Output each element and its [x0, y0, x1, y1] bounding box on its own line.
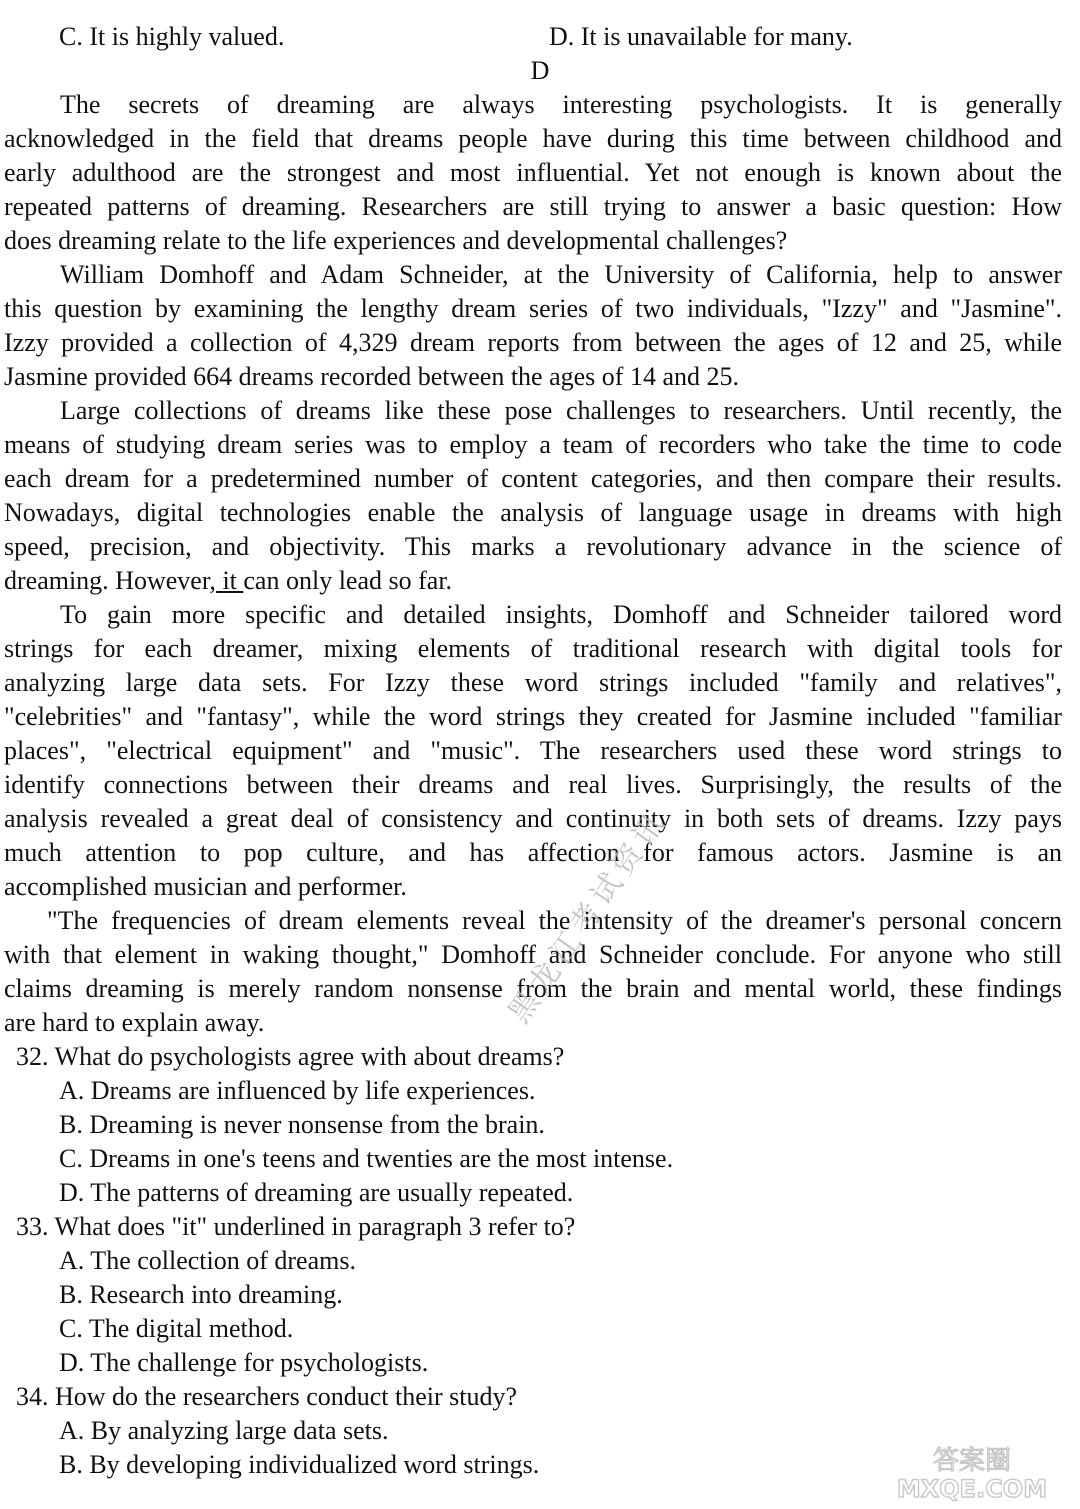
paragraph-line: "celebrities" and "fantasy", while the word strings they created for Jasmine included "familiar — [4, 702, 1062, 731]
paragraph-line: analyzing large data sets. For Izzy these word strings included "family and relatives", — [4, 668, 1062, 697]
paragraph-line: Izzy provided a collection of 4,329 dream reports from between the ages of 12 and 25, while — [4, 328, 1062, 357]
question-stem: 32. What do psychologists agree with about dreams? — [16, 1042, 565, 1071]
paragraph-line: Large collections of dreams like these pose challenges to researchers. Until recently, the — [60, 396, 1062, 425]
paragraph-line: identify connections between their dreams and real lives. Surprisingly, the results of the — [4, 770, 1062, 799]
section-letter: D — [530, 56, 550, 85]
paragraph-line: Jasmine provided 664 dreams recorded between the ages of 14 and 25. — [4, 362, 739, 391]
option-b[interactable]: B. By developing individualized word strings. — [59, 1450, 540, 1479]
paragraph-line: with that element in waking thought," Domhoff and Schneider conclude. For anyone who still — [4, 940, 1062, 969]
paragraph-line: speed, precision, and objectivity. This marks a revolutionary advance in the science of — [4, 532, 1062, 561]
diagonal-watermark: 黑龙江考试资讯 — [502, 803, 674, 1030]
option-c[interactable]: C. The digital method. — [59, 1314, 294, 1343]
paragraph-line: William Domhoff and Adam Schneider, at the University of California, help to answer — [60, 260, 1062, 289]
question-stem: 34. How do the researchers conduct their study? — [16, 1382, 518, 1411]
question-stem: 33. What does "it" underlined in paragraph 3 refer to? — [16, 1212, 576, 1241]
underlined-it: it — [215, 566, 244, 595]
prev-option-c: C. It is highly valued. — [59, 22, 285, 51]
paragraph-line: claims dreaming is merely random nonsense from the brain and mental world, these findings — [4, 974, 1062, 1003]
paragraph-line: this question by examining the lengthy dream series of two individuals, "Izzy" and "Jasmine". — [4, 294, 1062, 323]
logo-url: MXQE.COM — [896, 1475, 1048, 1503]
paragraph-line: means of studying dream series was to employ a team of recorders who take the time to code — [4, 430, 1062, 459]
paragraph-line: "The frequencies of dream elements reveal the intensity of the dreamer's personal concern — [47, 906, 1062, 935]
paragraph-line: strings for each dreamer, mixing elements of traditional research with digital tools for — [4, 634, 1062, 663]
prev-option-d: D. It is unavailable for many. — [549, 22, 853, 51]
option-a[interactable]: A. By analyzing large data sets. — [59, 1416, 389, 1445]
option-a[interactable]: A. The collection of dreams. — [59, 1246, 356, 1275]
option-d[interactable]: D. The challenge for psychologists. — [59, 1348, 429, 1377]
paragraph-line: Nowadays, digital technologies enable the analysis of language usage in dreams with high — [4, 498, 1062, 527]
option-d[interactable]: D. The patterns of dreaming are usually repeated. — [59, 1178, 574, 1207]
paragraph-line: each dream for a predetermined number of content categories, and then compare their results. — [4, 464, 1062, 493]
option-c[interactable]: C. Dreams in one's teens and twenties are the most intense. — [59, 1144, 674, 1173]
site-logo-watermark — [872, 1443, 1072, 1503]
option-b[interactable]: B. Research into dreaming. — [59, 1280, 343, 1309]
paragraph-line: places", "electrical equipment" and "music". The researchers used these word strings to — [4, 736, 1062, 765]
text-before-underline: dreaming. However, — [4, 566, 216, 595]
paragraph-line: accomplished musician and performer. — [4, 872, 407, 901]
paragraph-line: acknowledged in the field that dreams people have during this time between childhood and — [4, 124, 1062, 153]
paragraph-line: To gain more specific and detailed insights, Domhoff and Schneider tailored word — [60, 600, 1062, 629]
paragraph-line: does dreaming relate to the life experiences and developmental challenges? — [4, 226, 788, 255]
paragraph-line: much attention to pop culture, and has affection for famous actors. Jasmine is an — [4, 838, 1062, 867]
paragraph-line: repeated patterns of dreaming. Researchers are still trying to answer a basic question: How — [4, 192, 1062, 221]
logo-text: 答案圈 — [932, 1446, 1012, 1476]
text-after-underline: can only lead so far. — [243, 566, 453, 595]
paragraph-line: early adulthood are the strongest and most influential. Yet not enough is known about the — [4, 158, 1062, 187]
paragraph-line: are hard to explain away. — [4, 1008, 265, 1037]
paragraph-line-with-underline — [4, 564, 1062, 598]
option-b[interactable]: B. Dreaming is never nonsense from the brain. — [59, 1110, 545, 1139]
paragraph-line: The secrets of dreaming are always interesting psychologists. It is generally — [60, 90, 1062, 119]
paragraph-line: analysis revealed a great deal of consistency and continuity in both sets of dreams. Izzy pays — [4, 804, 1062, 833]
option-a[interactable]: A. Dreams are influenced by life experiences. — [59, 1076, 536, 1105]
